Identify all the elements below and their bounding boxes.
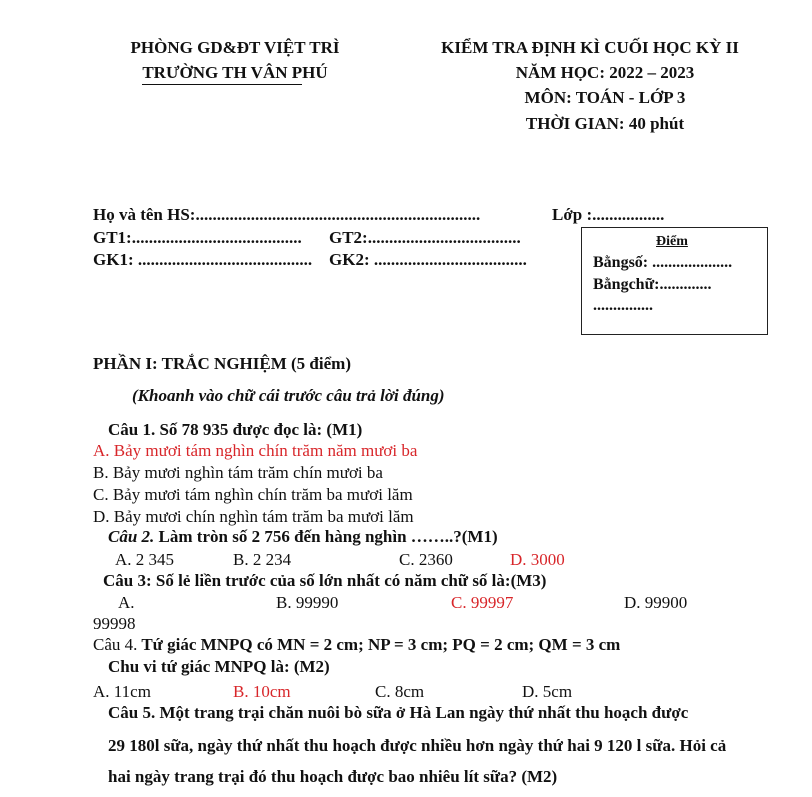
q2-option-a: A. 2 345	[115, 550, 175, 569]
gt1-field: GT1:........................................	[93, 228, 302, 247]
q5-line-1: Câu 5. Một trang trại chăn nuôi bò sữa ở Hà Lan ngày thứ nhất thu hoạch được	[108, 703, 689, 722]
school-year: NĂM HỌC: 2022 – 2023	[515, 63, 695, 82]
q2-option-d: D. 3000	[510, 550, 565, 569]
score-words: Bằngchữ:.............	[593, 276, 712, 293]
student-name-field: Họ và tên HS:...................................................................	[93, 205, 481, 224]
q3-option-c: C. 99997	[451, 593, 514, 612]
q1-option-d: D. Bảy mươi chín nghìn tám trăm ba mươi lăm	[93, 507, 414, 526]
exam-time: THỜI GIAN: 40 phút	[525, 114, 685, 133]
q3-option-d: D. 99900	[624, 593, 688, 612]
q1-option-a: A. Bảy mươi tám nghìn chín trăm năm mươi ba	[93, 441, 418, 460]
q2-option-b: B. 2 234	[233, 550, 292, 569]
q2-text	[108, 527, 498, 547]
score-title: Điểm	[656, 234, 688, 249]
score-dots: ...............	[593, 297, 653, 314]
q4-question: Tứ giác MNPQ có MN = 2 cm; NP = 3 cm; PQ = 2 cm; QM = 3 cm	[137, 635, 621, 654]
q3-option-b: B. 99990	[276, 593, 339, 612]
school-underline	[142, 84, 302, 85]
section-title: PHẦN I: TRẮC NGHIỆM (5 điểm)	[93, 354, 351, 373]
subject: MÔN: TOÁN - LỚP 3	[524, 88, 686, 107]
gt2-field: GT2:....................................	[329, 228, 521, 247]
q2-question: Làm tròn số 2 756 đến hàng nghìn ……..?(M1)	[154, 527, 498, 546]
q4-option-d: D. 5cm	[522, 682, 573, 701]
q4-option-c: C. 8cm	[375, 682, 425, 701]
q2-label: Câu 2.	[108, 527, 155, 546]
q3-option-a-label: A.	[118, 593, 135, 612]
school-name: TRƯỜNG TH VÂN PHÚ	[142, 63, 328, 82]
q1-option-b: B. Bảy mươi nghìn tám trăm chín mươi ba	[93, 463, 383, 482]
q1-option-c: C. Bảy mươi tám nghìn chín trăm ba mươi lăm	[93, 485, 413, 504]
q5-line-2: 29 180l sữa, ngày thứ nhất thu hoạch được nhiều hơn ngày thứ hai 9 120 l sữa. Hỏi cả	[108, 736, 727, 755]
exam-title: KIỂM TRA ĐỊNH KÌ CUỐI HỌC KỲ II	[441, 38, 739, 57]
gk1-field: GK1: .........................................	[93, 250, 313, 269]
q5-line-3: hai ngày trang trại đó thu hoạch được bao nhiêu lít sữa? (M2)	[108, 767, 558, 786]
q4-text-2: Chu vi tứ giác MNPQ là: (M2)	[108, 657, 330, 676]
q2-option-c: C. 2360	[399, 550, 453, 569]
q4-label: Câu 4.	[93, 635, 138, 654]
score-number: Bằngsố: ....................	[593, 254, 733, 271]
section-instruction: (Khoanh vào chữ cái trước câu trả lời đúng)	[132, 386, 445, 405]
q4-option-a: A. 11cm	[93, 682, 151, 701]
q1-text: Câu 1. Số 78 935 được đọc là: (M1)	[108, 420, 363, 439]
q4-option-b: B. 10cm	[233, 682, 291, 701]
q3-option-a-value: 99998	[93, 614, 136, 633]
q3-text: Câu 3: Số lẻ liền trước của số lớn nhất có năm chữ số là:(M3)	[103, 571, 547, 590]
department-name: PHÒNG GD&ĐT VIỆT TRÌ	[130, 38, 340, 57]
q4-text	[93, 635, 620, 655]
gk2-field: GK2: ....................................	[329, 250, 527, 269]
class-field: Lớp :.................	[552, 205, 665, 224]
